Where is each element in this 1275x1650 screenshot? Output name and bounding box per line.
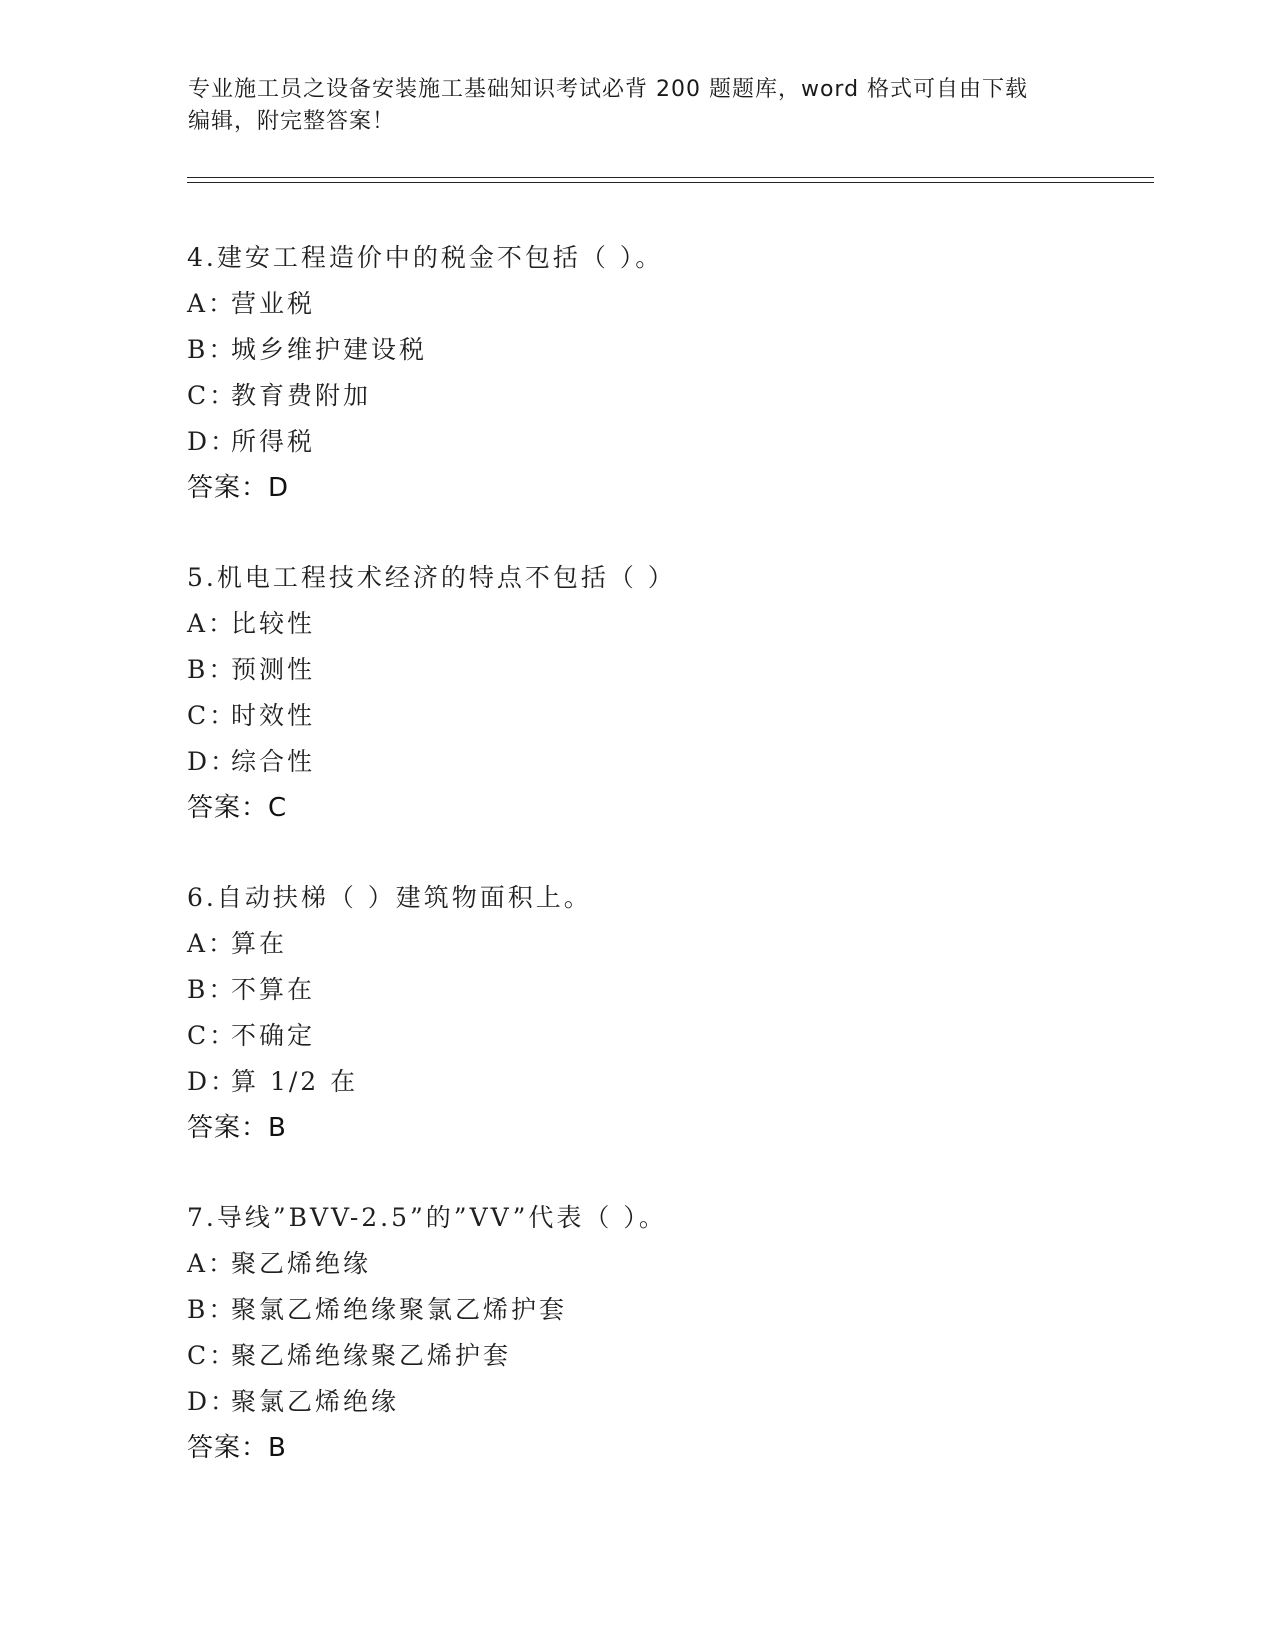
answer-line: 答案：B xyxy=(187,1433,287,1463)
option-text: 所得税 xyxy=(231,427,316,456)
option-text: 算 1/2 在 xyxy=(231,1067,359,1096)
option-key: C： xyxy=(187,381,238,410)
option-text: 比较性 xyxy=(231,609,316,638)
option-key: B： xyxy=(187,975,237,1004)
option-key: A： xyxy=(187,289,237,318)
option-a xyxy=(187,281,1147,327)
header-title-line-2: 编辑，附完整答案！ xyxy=(188,109,396,134)
question-5 xyxy=(187,555,1147,875)
option-key: C： xyxy=(187,1021,238,1050)
option-a xyxy=(187,1241,1147,1287)
question-4 xyxy=(187,235,1147,555)
option-key: D： xyxy=(187,427,239,456)
question-title: 4.建安工程造价中的税金不包括（ ）。 xyxy=(187,243,664,272)
option-text: 聚氯乙烯绝缘 xyxy=(231,1387,400,1416)
option-text: 教育费附加 xyxy=(231,381,372,410)
question-list xyxy=(187,235,1147,1515)
option-key: C： xyxy=(187,1341,238,1370)
question-6 xyxy=(187,875,1147,1195)
option-text: 时效性 xyxy=(231,701,316,730)
answer-line: 答案：B xyxy=(187,1113,287,1143)
option-b xyxy=(187,1287,1147,1333)
option-text: 综合性 xyxy=(231,747,316,776)
option-a xyxy=(187,601,1147,647)
option-c xyxy=(187,693,1147,739)
header-title-line-1: 专业施工员之设备安装施工基础知识考试必背 200 题题库，word 格式可自由下载 xyxy=(188,77,1029,102)
option-key: B： xyxy=(187,335,237,364)
option-text: 算在 xyxy=(231,929,288,958)
option-c xyxy=(187,373,1147,419)
question-title: 6.自动扶梯（ ）建筑物面积上。 xyxy=(187,883,592,912)
option-key: A： xyxy=(187,929,237,958)
option-d xyxy=(187,1379,1147,1425)
option-text: 营业税 xyxy=(231,289,316,318)
option-key: A： xyxy=(187,609,237,638)
question-7 xyxy=(187,1195,1147,1515)
option-text: 聚乙烯绝缘聚乙烯护套 xyxy=(231,1341,512,1370)
option-a xyxy=(187,921,1147,967)
option-key: B： xyxy=(187,1295,237,1324)
option-key: D： xyxy=(187,747,239,776)
option-c xyxy=(187,1013,1147,1059)
option-text: 不算在 xyxy=(231,975,316,1004)
answer-line: 答案：D xyxy=(187,473,290,503)
option-key: B： xyxy=(187,655,237,684)
option-key: D： xyxy=(187,1067,239,1096)
question-title: 7.导线”BVV-2.5”的”VV”代表（ ）。 xyxy=(187,1203,667,1232)
option-text: 聚氯乙烯绝缘聚氯乙烯护套 xyxy=(231,1295,568,1324)
option-d xyxy=(187,419,1147,465)
document-header xyxy=(188,74,1088,138)
option-b xyxy=(187,647,1147,693)
option-key: D： xyxy=(187,1387,239,1416)
option-d xyxy=(187,1059,1147,1105)
header-divider-top xyxy=(187,177,1154,178)
option-text: 城乡维护建设税 xyxy=(231,335,428,364)
option-b xyxy=(187,967,1147,1013)
option-key: C： xyxy=(187,701,238,730)
option-key: A： xyxy=(187,1249,237,1278)
header-divider-bottom xyxy=(187,182,1154,183)
option-b xyxy=(187,327,1147,373)
option-d xyxy=(187,739,1147,785)
option-text: 不确定 xyxy=(231,1021,316,1050)
answer-line: 答案：C xyxy=(187,793,288,823)
option-c xyxy=(187,1333,1147,1379)
option-text: 聚乙烯绝缘 xyxy=(231,1249,372,1278)
question-title: 5.机电工程技术经济的特点不包括（ ） xyxy=(187,563,676,592)
option-text: 预测性 xyxy=(231,655,316,684)
